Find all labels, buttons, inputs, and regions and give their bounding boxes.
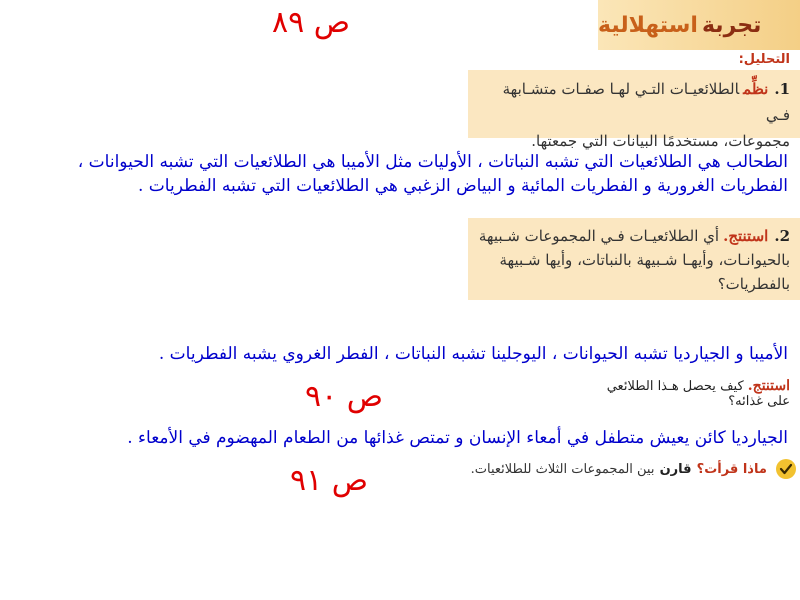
question-1-text-1: الطلائعيـات التـي لهـا صفـات متشـابهة فـي xyxy=(502,80,790,124)
conclude-line1 xyxy=(510,378,790,394)
compare-text: بين المجموعات الثلاث للطلائعيات. xyxy=(470,462,655,477)
answer-1-line2: الفطريات الغرورية و الفطريات المائية و البياض الزغبي هي الطلائعيات التي تشبه الفطريات . xyxy=(137,176,788,196)
conclude-line2: على غذائه؟ xyxy=(728,394,790,409)
checkmark-icon xyxy=(776,459,796,479)
answer-2: الأميبا و الجيارديا تشبه الحيوانات ، اليوجلينا تشبه النباتات ، الفطر الغروي يشبه الفطريات . xyxy=(158,344,788,364)
question-1-box xyxy=(468,70,800,150)
question-2-box xyxy=(468,218,800,300)
question-2-verb: استنتج. xyxy=(723,227,769,245)
banner-title-part2: استهلالية xyxy=(598,12,698,38)
answer-1 xyxy=(8,150,788,198)
analysis-label: التحليل: xyxy=(738,52,790,67)
page-number-91: ص ٩١ xyxy=(290,463,369,498)
question-1-number: 1. xyxy=(774,80,790,98)
what-did-you-read-question xyxy=(456,458,796,479)
question-2-line2: بالحيوانـات، وأيهـا شـبيهة بالنباتات، وأيها شـبيهة xyxy=(499,251,790,269)
compare-verb: قارن xyxy=(659,462,692,477)
page-number-90: ص ٩٠ xyxy=(305,379,384,414)
question-1-line1 xyxy=(478,76,790,128)
question-2-number: 2. xyxy=(774,227,790,245)
conclude-text-1: كيف يحصل هـذا الطلائعي xyxy=(606,379,744,394)
answer-1-line1: الطحالب هي الطلائعيات التي تشبه النباتات ، الأوليات مثل الأميبا هي الطلائعيات التي تشبه الحيوانات ، xyxy=(77,152,788,172)
question-2-line3: بالفطريات؟ xyxy=(717,275,790,293)
question-1-line2: مجموعات، مستخدمًا البيانات التي جمعتها. xyxy=(531,132,790,150)
page-number-89: ص ٨٩ xyxy=(272,5,351,40)
question-1-verb: نظِّم xyxy=(743,80,769,98)
banner-title-part1: تجربة xyxy=(701,12,762,38)
activity-banner xyxy=(598,0,800,50)
conclude-question-p90 xyxy=(510,378,790,409)
answer-3: الجيارديا كائن يعيش متطفل في أمعاء الإنسان و تمتص غذائها من الطعام المهضوم في الأمعاء . xyxy=(127,428,788,448)
question-2-text-1: أي الطلائعيـات فـي المجموعات شـبيهة xyxy=(478,227,720,245)
what-did-you-read-label: ماذا قرأت؟ xyxy=(696,462,767,477)
conclude-verb: استنتج. xyxy=(747,378,790,394)
question-2-line1 xyxy=(478,224,790,248)
